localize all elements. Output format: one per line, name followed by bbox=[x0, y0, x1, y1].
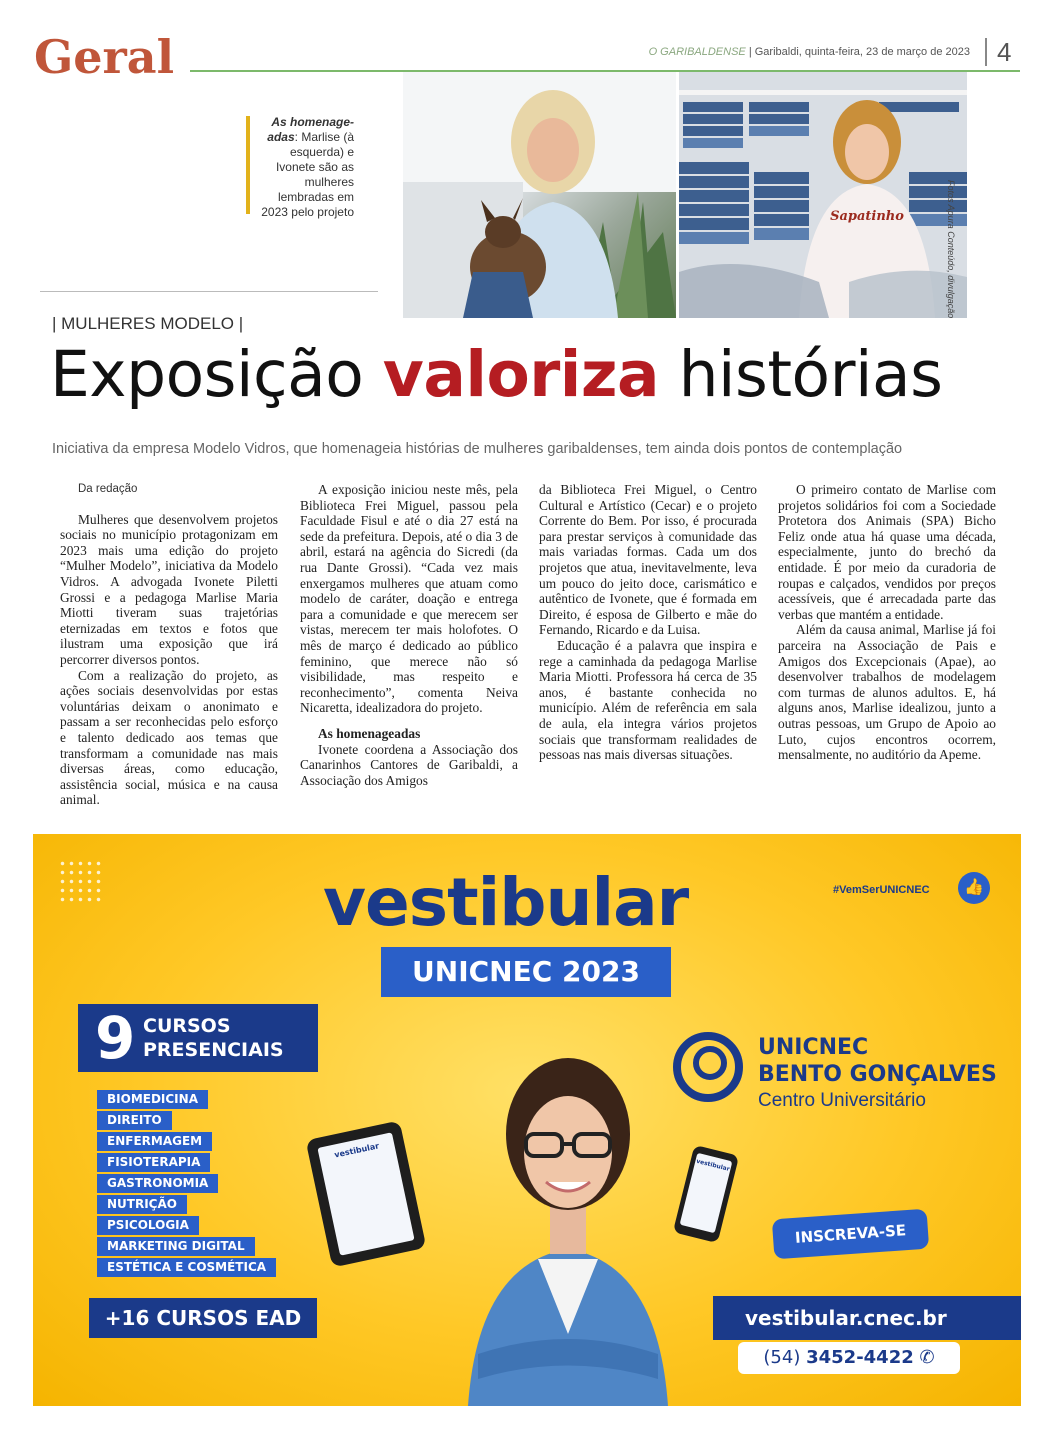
headline-highlight: valoriza bbox=[382, 338, 660, 411]
ad-title: vestibular bbox=[323, 864, 689, 941]
brand-line-1: UNICNEC bbox=[758, 1035, 869, 1060]
article-column-4 bbox=[778, 482, 996, 763]
thumbs-up-icon: 👍 bbox=[958, 872, 990, 904]
brand-line-2: BENTO GONÇALVES bbox=[758, 1062, 997, 1087]
course-item: BIOMEDICINA bbox=[97, 1090, 208, 1109]
course-item: PSICOLOGIA bbox=[97, 1216, 199, 1235]
course-item: ENFERMAGEM bbox=[97, 1132, 212, 1151]
ad-hashtag: #VemSerUNICNEC bbox=[833, 884, 930, 896]
photo-ivonete-illustration bbox=[679, 72, 967, 318]
course-item: MARKETING DIGITAL bbox=[97, 1237, 255, 1256]
courses-count: 9 bbox=[95, 1004, 136, 1072]
headline bbox=[50, 338, 942, 411]
caption-text: : Marlise (à esquerda) e Ivonete são as mulheres lembradas em 2023 pelo projeto bbox=[261, 130, 354, 219]
student-illustration bbox=[428, 1034, 708, 1406]
paper-name: O GARIBALDENSE bbox=[648, 46, 746, 58]
ad-url-link[interactable]: vestibular.cnec.br bbox=[745, 1306, 947, 1330]
ad-phone[interactable] bbox=[738, 1342, 960, 1374]
ad-year-badge: UNICNEC 2023 bbox=[381, 947, 671, 997]
paragraph: Além da causa animal, Marlise já foi parceira na Associação de Pais e Amigos dos Excepcionais (Apae), ao desenvolver trabalhos de modelagem com turmas de alunos adultos. E, há alguns anos, Marlise idealizou, junto a outras pessoas, um Grupo de Apoio ao Luto, cujos encontros ocorrem, mensalmente, no auditório da Apeme. bbox=[778, 622, 996, 763]
paragraph: A exposição iniciou neste mês, pela Biblioteca Frei Miguel, passou pela Faculdade Fisul e até o dia 27 está na sede da prefeitura. Depois, até o dia 3 de abril, estará na agência do Sicredi (da rua Dante Grossi). “Cada vez mais enxergamos mulheres que atuam como modelo de caráter, doação e entrega para a comunidade e que merecem ser vistas, merecem ter mais holofotes. O mês de março é dedicado ao público feminino, que merece não só visibilidade, mas respeito e reconhecimento”, comenta Neiva Nicaretta, idealizadora do projeto. bbox=[300, 482, 518, 716]
photo-marlise-illustration bbox=[403, 72, 676, 318]
courses-count-label bbox=[143, 1014, 284, 1062]
photo-ivonete bbox=[679, 72, 967, 318]
page-number: 4 bbox=[985, 38, 1011, 66]
photo-caption bbox=[250, 115, 354, 220]
unicnec-advertisement[interactable] bbox=[33, 834, 1021, 1406]
phone-screen-label: vestibular bbox=[695, 1157, 731, 1173]
dot-pattern-decoration bbox=[58, 859, 103, 904]
phone-number: 3452-4422 bbox=[806, 1347, 914, 1368]
caption-bold: As homenage-adas bbox=[267, 115, 354, 144]
ad-brand-subtitle: Centro Universitário bbox=[758, 1090, 926, 1111]
ad-brand bbox=[758, 1034, 997, 1088]
count-label-line-1: CURSOS bbox=[143, 1015, 231, 1037]
count-label-line-2: PRESENCIAIS bbox=[143, 1039, 284, 1061]
shirt-text: Sapatinho bbox=[830, 209, 904, 224]
paragraph: Mulheres que desenvolvem projetos sociais no município protagonizam em 2023 mais uma edição do projeto “Mulher Modelo”, iniciativa da Modelo Vidros. A advogada Ivonete Piletti Grossi e a pedagoga Marlise Maria Miotti tiveram suas trajetórias eternizadas em textos e fotos que ilustram uma exposição que irá percorrer diversos pontos. bbox=[60, 511, 278, 667]
headline-part-3: histórias bbox=[659, 338, 943, 411]
course-item: GASTRONOMIA bbox=[97, 1174, 218, 1193]
phone-area-code: (54) bbox=[763, 1347, 801, 1368]
article-column-3 bbox=[539, 482, 757, 763]
byline: Da redação bbox=[78, 483, 138, 495]
photo-marlise bbox=[403, 72, 676, 318]
ead-courses-badge: +16 CURSOS EAD bbox=[89, 1298, 317, 1338]
article-column-1 bbox=[60, 482, 278, 808]
kicker: | MULHERES MODELO | bbox=[52, 314, 244, 333]
course-item: NUTRIÇÃO bbox=[97, 1195, 187, 1214]
course-item: ESTÉTICA E COSMÉTICA bbox=[97, 1258, 276, 1277]
article-column-2 bbox=[300, 482, 518, 788]
inscreva-se-button[interactable]: INSCREVA-SE bbox=[772, 1209, 929, 1260]
paragraph: O primeiro contato de Marlise com projetos solidários foi com a Sociedade Protetora dos Animais (SPA) Bicho Feliz onde atua há quase uma década, especialmente, junto do brechó da entidade. É por meio da curadoria de roupas e calçados, vendidos por preços acessíveis, que é arrecadada parte das verbas que mantém a entidade. bbox=[778, 482, 996, 622]
photo-credit: Fotos Apura Conteúdo, divulgação bbox=[946, 180, 956, 319]
tablet-screen-label: vestibular bbox=[333, 1141, 380, 1160]
paragraph: Com a realização do projeto, as ações sociais desenvolvidas por estas voluntárias deixam o anonimato e passam a ser reconhecidas pelo esforço e talento dedicado aos temas que transformam a comunidade nas mais diversas áreas, como educação, assistência social, música e na causa animal. bbox=[60, 667, 278, 808]
subheading-homenageadas: As homenageadas bbox=[318, 725, 421, 741]
paragraph: Ivonete coordena a Associação dos Canarinhos Cantores de Garibaldi, a Associação dos Amigos bbox=[300, 741, 518, 788]
paragraph: da Biblioteca Frei Miguel, o Centro Cultural e Artístico (Cecar) e o projeto Corrente do Bem. Por isso, é procurada para prestar serviços à comunidade das mais variadas formas. Cada um dos projetos que atua, inevitavelmente, leva um pouco do jeito doce, carismático e autêntico de Ivonete, que é formada em Direito, é esposa de Gilberto e mãe do Fernando, Ricardo e da Luisa. bbox=[539, 482, 757, 638]
subhead: Iniciativa da empresa Modelo Vidros, que homenageia histórias de mulheres garibaldenses, tem ainda dois pontos de contemplação bbox=[52, 441, 903, 457]
dateline: Garibaldi, quinta-feira, 23 de março de 2023 bbox=[754, 46, 970, 58]
whatsapp-icon: ✆ bbox=[919, 1347, 935, 1368]
caption-rule bbox=[40, 291, 378, 292]
masthead-separator: | bbox=[748, 46, 752, 58]
masthead bbox=[560, 46, 970, 58]
course-item: FISIOTERAPIA bbox=[97, 1153, 210, 1172]
paragraph: Educação é a palavra que inspira e rege a caminhada da pedagoga Marlise Maria Miotti. Professora há cerca de 35 anos, é bastante conhecida no município. Além de referência em sala de aula, ela integra vários projetos sociais que transformam realidades de pessoas nas mais diversas situações. bbox=[539, 637, 757, 763]
headline-part-1: Exposição bbox=[50, 338, 383, 411]
unicnec-logo-inner bbox=[693, 1046, 727, 1080]
course-item: DIREITO bbox=[97, 1111, 172, 1130]
section-title: Geral bbox=[34, 30, 175, 84]
